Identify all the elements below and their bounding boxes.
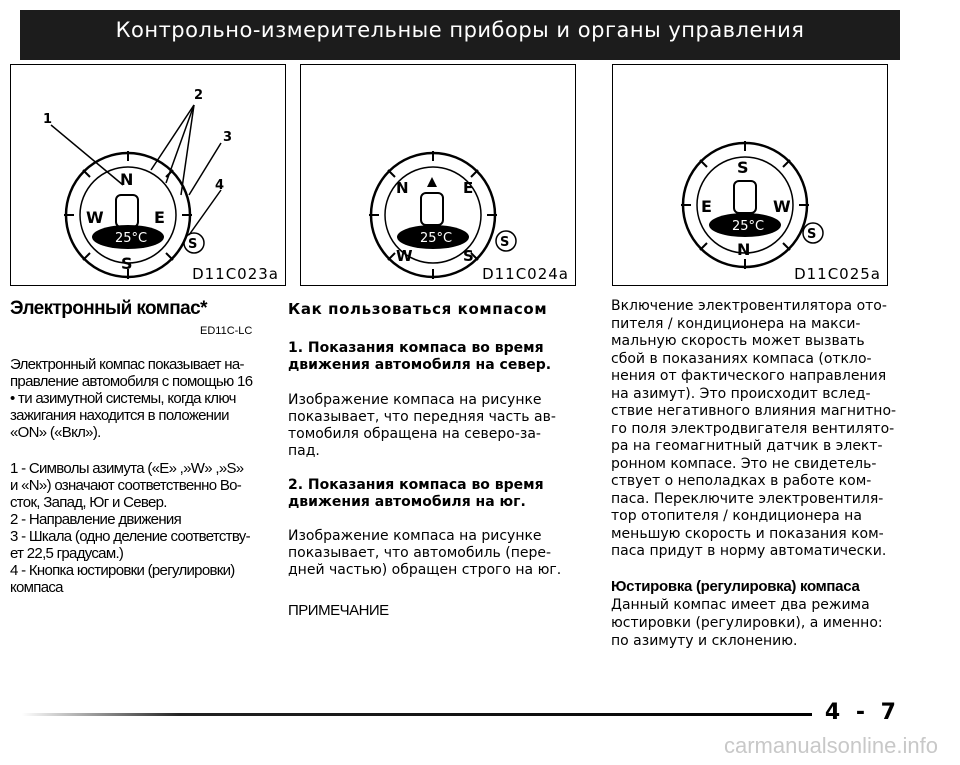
list-item: 1 - Символы азимута («E» ,»W» ,»S»: [10, 460, 244, 477]
svg-text:N: N: [396, 179, 409, 197]
svg-text:S: S: [121, 254, 133, 273]
text-line: юстировки (регулировки), а именно:: [611, 615, 883, 631]
text-line: томобиля обращена на северо-за-: [288, 426, 541, 442]
text-line: паса придут в норму автоматически.: [611, 543, 887, 559]
text-line: Электронный компас показывает на-: [10, 356, 244, 373]
calibration-paragraph: [611, 596, 901, 650]
svg-text:S: S: [807, 227, 817, 242]
text-line: «ON» («Вкл»).: [10, 424, 101, 441]
reference-code: ED11C-LC: [200, 325, 253, 337]
text-line: сбой в показаниях компаса (откло-: [611, 350, 872, 367]
south-paragraph: [288, 528, 588, 579]
text-line: движения автомобиля на юг.: [288, 494, 526, 510]
svg-text:W: W: [86, 208, 104, 227]
calibration-heading: Юстировка (регулировка) компаса: [611, 578, 860, 595]
text-line: Включение электровентилятора ото-: [611, 298, 887, 314]
text-line: Изображение компаса на рисунке: [288, 392, 542, 408]
watermark: carmanualsonline.info: [723, 733, 938, 758]
fan-interference-paragraph: [611, 298, 901, 561]
svg-text:W: W: [396, 247, 413, 265]
text-line: пителя / кондиционера на макси-: [611, 315, 861, 332]
svg-text:S: S: [463, 247, 474, 265]
svg-text:2: 2: [194, 88, 204, 103]
svg-text:4: 4: [215, 178, 225, 193]
text-line: Данный компас имеет два режима: [611, 597, 870, 613]
footer-rule: [22, 713, 812, 716]
text-line: мальную скорость может вызвать: [611, 333, 865, 349]
list-item: сток, Запад, Юг и Север.: [10, 494, 167, 511]
svg-text:25°C: 25°C: [115, 231, 148, 246]
svg-text:1: 1: [43, 112, 53, 127]
text-line: показывает, что передняя часть ав-: [288, 409, 556, 425]
text-line: зажигания находится в положении: [10, 407, 229, 424]
svg-text:N: N: [737, 240, 751, 259]
text-line: ствие негативного влияния магнитно-: [611, 403, 897, 419]
figure-compass-legend: [10, 64, 286, 286]
figure-code: D11C024a: [482, 265, 569, 283]
text-line: пад.: [288, 443, 320, 459]
figure-code: D11C025a: [794, 265, 881, 283]
svg-text:S: S: [737, 158, 749, 177]
svg-text:S: S: [500, 235, 510, 250]
list-item: 3 - Шкала (одно деление соответству-: [10, 528, 250, 545]
text-line: го поля электродвигателя вентилято-: [611, 420, 895, 437]
text-line: • ти азимутной системы, когда ключ: [10, 390, 236, 407]
svg-text:N: N: [120, 170, 134, 189]
compass-diagram-2: [301, 65, 575, 285]
page-number: 4 - 7: [824, 700, 900, 725]
svg-text:25°C: 25°C: [732, 219, 765, 234]
text-line: 2. Показания компаса во время: [288, 477, 544, 493]
text-line: дней частью) обращен строго на юг.: [288, 562, 562, 578]
text-line: движения автомобиля на север.: [288, 357, 552, 373]
text-line: ствует о неполадках в работе ком-: [611, 473, 872, 489]
intro-paragraph: [10, 356, 280, 441]
svg-text:25°C: 25°C: [420, 231, 453, 246]
svg-text:E: E: [154, 208, 165, 227]
list-item: ет 22,5 градусам.): [10, 545, 124, 562]
text-line: тор отопителя / кондиционера на: [611, 508, 862, 524]
text-line: правление автомобиля с помощью 16: [10, 373, 253, 390]
list-item: и «N») означают соответственно Во-: [10, 477, 242, 494]
list-item: 4 - Кнопка юстировки (регулировки): [10, 562, 235, 579]
text-line: ра на геомагнитный датчик в элект-: [611, 438, 883, 454]
text-line: по азимуту и склонению.: [611, 633, 798, 649]
text-line: паса. Переключите электровентиля-: [611, 490, 884, 507]
svg-text:3: 3: [223, 130, 233, 145]
text-line: нения от фактического направления: [611, 368, 887, 384]
text-line: ронном компасе. Это не свидетель-: [611, 455, 877, 472]
svg-text:W: W: [773, 197, 791, 216]
figure-code: D11C023a: [192, 265, 279, 283]
list-item: компаса: [10, 579, 63, 596]
north-heading: [288, 340, 588, 374]
text-line: меньшую скорость и показания ком-: [611, 525, 884, 542]
compass-diagram-1: [11, 65, 285, 285]
text-line: показывает, что автомобиль (пере-: [288, 545, 552, 561]
section-title-compass: Электронный компас*: [10, 298, 207, 319]
svg-text:S: S: [188, 237, 198, 252]
svg-text:E: E: [463, 179, 474, 197]
figure-compass-north: [300, 64, 576, 286]
north-paragraph: [288, 392, 588, 460]
note-label: ПРИМЕЧАНИЕ: [288, 602, 389, 619]
header-banner: [20, 10, 900, 60]
south-heading: [288, 477, 588, 511]
text-line: Изображение компаса на рисунке: [288, 528, 542, 544]
legend-list: [10, 460, 280, 596]
svg-text:E: E: [701, 197, 712, 216]
text-line: 1. Показания компаса во время: [288, 340, 544, 356]
figure-compass-south: [612, 64, 888, 286]
text-line: на азимут). Это происходит вслед-: [611, 385, 871, 402]
page-title: Контрольно-измерительные приборы и органы управления: [115, 18, 805, 42]
section-title-usage: Как пользоваться компасом: [288, 300, 548, 318]
compass-diagram-3: [613, 65, 887, 285]
list-item: 2 - Направление движения: [10, 511, 182, 528]
